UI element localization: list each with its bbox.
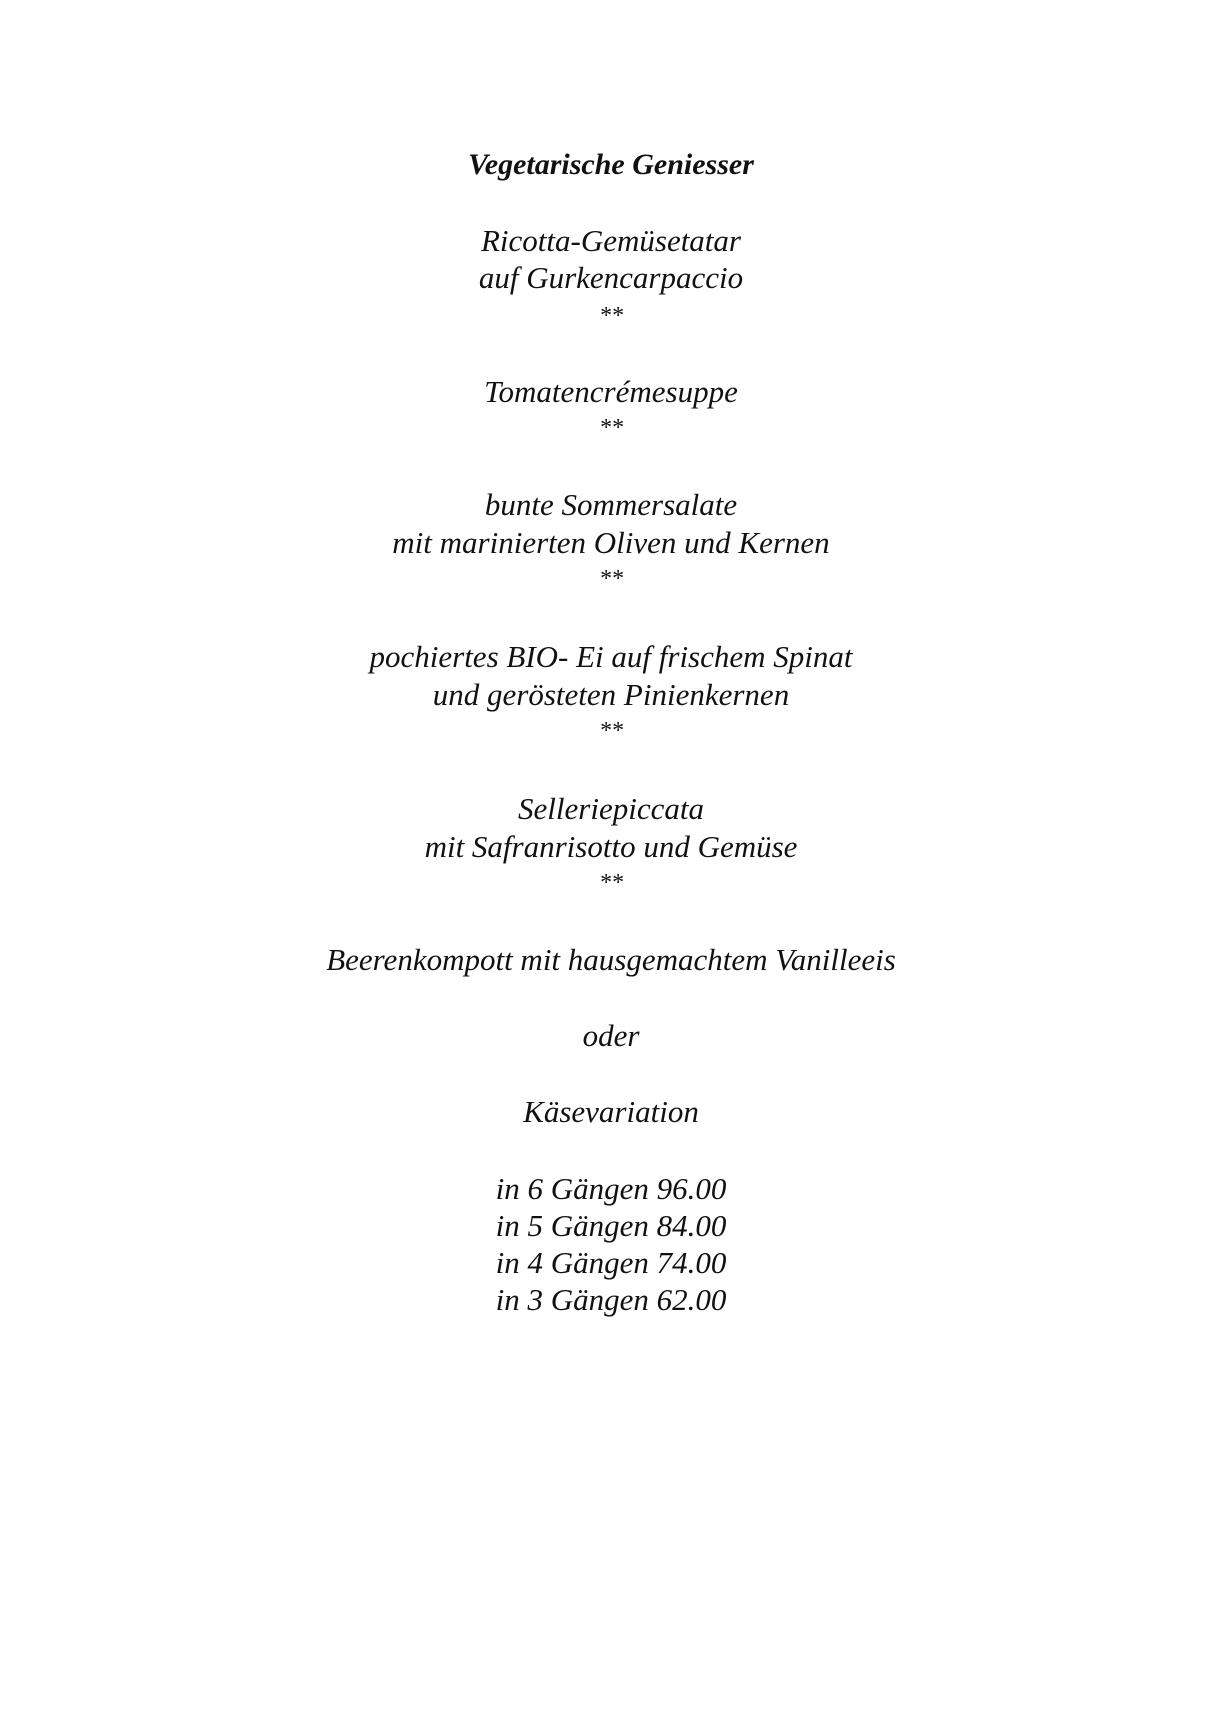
course-5-detail: mit Safranrisotto und Gemüse bbox=[424, 829, 798, 864]
course-separator: ** bbox=[599, 415, 623, 441]
course-2-name: Tomatencrémesuppe bbox=[484, 374, 738, 409]
course-1-name: Ricotta-Gemüsetatar bbox=[480, 223, 741, 258]
course-separator: ** bbox=[599, 303, 623, 329]
menu-title: Vegetarische Geniesser bbox=[468, 148, 754, 181]
course-3-detail: mit marinierten Oliven und Kernen bbox=[392, 525, 830, 560]
course-separator: ** bbox=[599, 718, 623, 744]
course-1-detail: auf Gurkencarpaccio bbox=[478, 260, 744, 295]
course-4-detail: und gerösteten Pinienkernen bbox=[432, 677, 790, 712]
course-separator: ** bbox=[599, 566, 623, 592]
course-5-name: Selleriepiccata bbox=[518, 791, 704, 826]
price-6-courses: in 6 Gängen 96.00 bbox=[495, 1171, 727, 1206]
cheese-option: Käsevariation bbox=[523, 1094, 699, 1129]
price-5-courses: in 5 Gängen 84.00 bbox=[495, 1208, 727, 1243]
or-label: oder bbox=[582, 1018, 640, 1053]
price-4-courses: in 4 Gängen 74.00 bbox=[495, 1245, 727, 1280]
course-4-name: pochiertes BIO- Ei auf frischem Spinat bbox=[369, 639, 853, 674]
course-separator: ** bbox=[599, 870, 623, 896]
dessert: Beerenkompott mit hausgemachtem Vanilleeis bbox=[326, 942, 896, 977]
price-3-courses: in 3 Gängen 62.00 bbox=[495, 1282, 727, 1317]
course-3-name: bunte Sommersalate bbox=[484, 487, 738, 522]
